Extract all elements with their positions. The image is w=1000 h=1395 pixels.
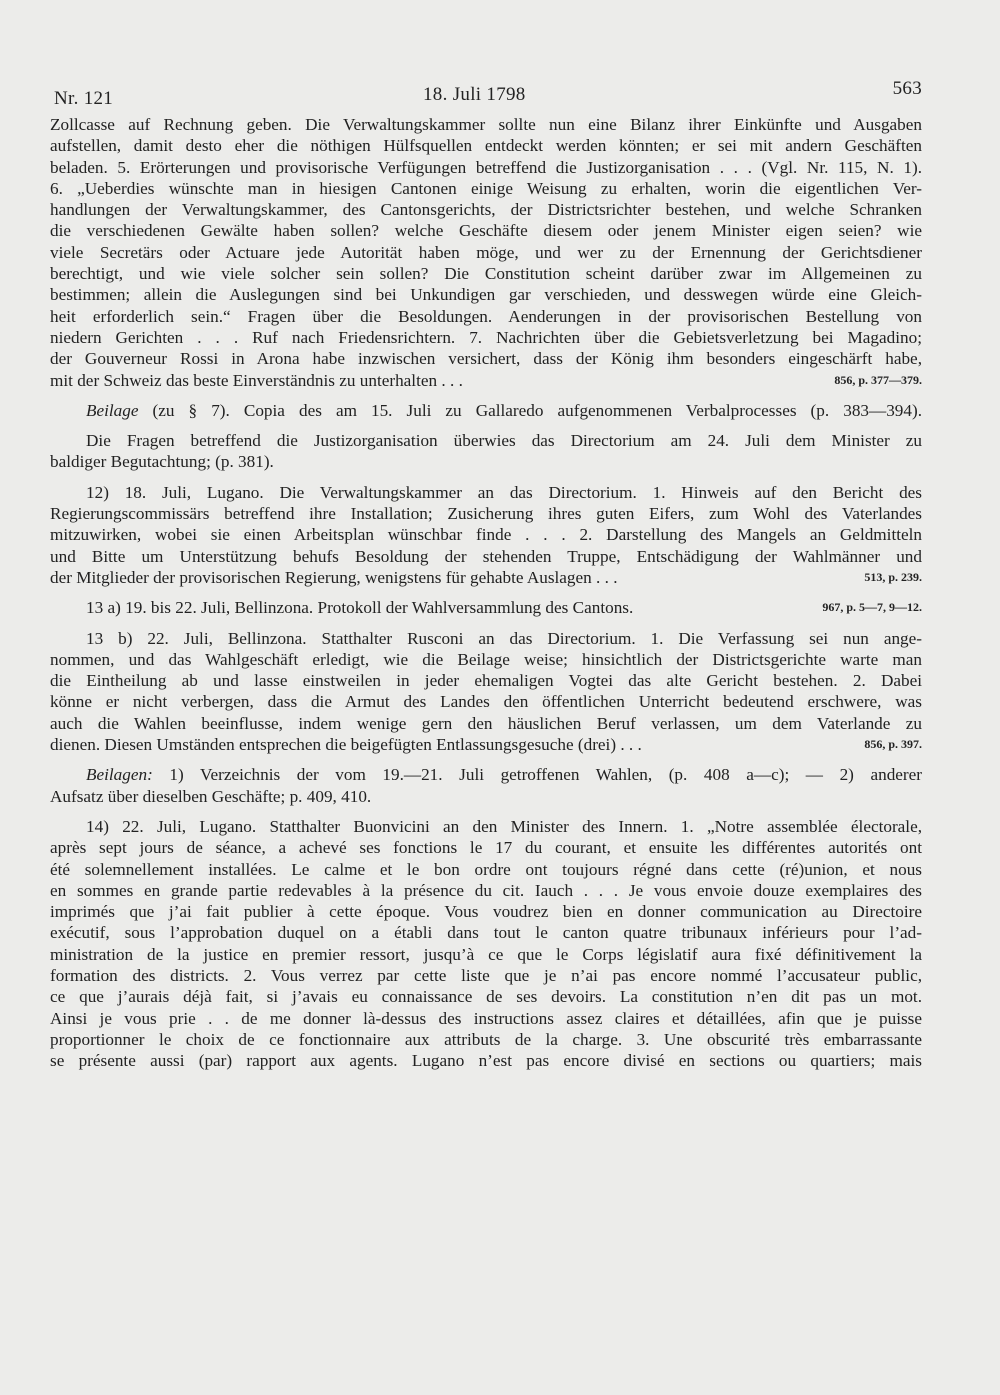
beilage-label: Beilagen: [86, 765, 153, 785]
text-line [50, 734, 922, 755]
page-number: 563 [892, 78, 922, 99]
text-line: die verschiedenen Gewälte haben sollen? welche Geschäfte diesem oder jenem Minister eigen seien? wie [50, 221, 922, 241]
text-line: Aufsatz über dieselben Geschäfte; p. 409, 410. [50, 786, 372, 806]
text-line [86, 400, 922, 421]
text-line: handlungen der Verwaltungskammer, des Cantonsgerichts, der Districtsrichter bestehen, und welche Schranken [50, 200, 922, 220]
text-line: Die Fragen betreffend die Justizorganisation überwies das Directorium am 24. Juli dem Minister zu [86, 431, 922, 451]
text-line: könne er nicht verbergen, dass die Armut des Landes den öffentlichen Unterricht bedeutend erschwere, was [50, 692, 922, 712]
text-line-content: 13 a) 19. bis 22. Juli, Bellinzona. Protokoll der Wahlversammlung des Cantons. [86, 598, 634, 618]
text-line: Ainsi je vous prie . . de me donner là-dessus des instructions assez claires et détaillées, afin que je puisse [50, 1008, 922, 1028]
paragraph [50, 482, 922, 588]
text-line: imprimés que j’ai fait publier à cette époque. Vous voudrez bien en donner communication au Directoire [50, 902, 922, 922]
text-line: nommen, und das Wahlgeschäft erledigt, wie die Beilage weise; hinsichtlich der Districtsgerichte warte man [50, 649, 922, 669]
text-line: der Gouverneur Rossi in Arona habe inzwischen versichert, dass der König ihm besonders eingeschärft habe, [50, 349, 922, 369]
page-header [54, 78, 922, 112]
archive-reference: 513, p. 239. [864, 569, 922, 584]
text-line: après sept jours de séance, a achevé ses fonctions le 17 du courant, et ensuite les différentes autorités ont [50, 838, 922, 858]
archive-reference: 856, p. 377—379. [834, 372, 922, 387]
header-date: 18. Juli 1798 [423, 84, 526, 105]
text-line-content: der Mitglieder der provisorischen Regierung, wenigstens für gehabte Auslagen . . . [50, 567, 618, 587]
paragraph [50, 764, 922, 807]
text-line [50, 567, 922, 588]
text-line: auch die Wahlen beeinflusse, indem wenige gern den häuslichen Beruf verlassen, um dem Vaterlande zu [50, 713, 922, 733]
paragraph [50, 400, 922, 421]
text-line: se présente aussi (par) rapport aux agents. Lugano n’est pas encore divisé en sections ou quartiers; mais [50, 1051, 922, 1071]
text-line: 13 b) 22. Juli, Bellinzona. Statthalter Rusconi an das Directorium. 1. Die Verfassung sei nun ange- [86, 628, 922, 648]
paragraph [50, 114, 922, 391]
text-line: proportionner le choix de ce fonctionnaire aux attributs de la charge. 3. Une obscurité très embarrassante [50, 1029, 922, 1049]
text-line: exécutif, sous l’approbation duquel on a établi dans tout le canton quatre tribunaux inférieurs pour l’ad- [50, 923, 922, 943]
beilage-label: Beilage [86, 400, 139, 420]
text-line: 14) 22. Juli, Lugano. Statthalter Buonvicini an den Minister des Innern. 1. „Notre assemblée électorale, [86, 816, 922, 836]
paragraph [50, 430, 922, 473]
text-line: und Bitte um Unterstützung behufs Besoldung der stehenden Truppe, Entschädigung der Wahlmänner und [50, 546, 922, 566]
archive-reference: 856, p. 397. [864, 737, 922, 752]
text-line: été solemnellement installées. Le calme et le bon ordre ont toujours régné dans cette (ré)union, et nous [50, 859, 922, 879]
text-line: 6. „Ueberdies wünschte man in hiesigen Cantonen einige Weisung zu erhalten, worin die eigentlichen Ver- [50, 178, 922, 198]
text-line: viele Secretärs oder Actuare jede Autorität haben möge, und wer zu der Ernennung der Gerichtsdiener [50, 242, 922, 262]
text-line: en sommes en grande partie redevables à la présence du cit. Iauch . . . Je vous envoie douze exemplaires des [50, 880, 922, 900]
text-line: ce que j’aurais déjà fait, si j’avais eu connaissance de ses devoirs. La constitution n’en dit pas un mot. [50, 987, 922, 1007]
text-line: ministration de la justice en premier ressort, jusqu’à ce que le Corps législatif aura fixé définitivement la [50, 944, 922, 964]
text-line: baldiger Begutachtung; (p. 381). [50, 452, 274, 472]
paragraph [50, 597, 922, 618]
text-line: formation des districts. 2. Vous verrez par cette liste que je n’ai pas encore nommé l’accusateur public, [50, 965, 922, 985]
text-line: aufstellen, damit desto eher die nöthigen Hülfsquellen entdeckt werden könnten; er sei mit andern Geschäften [50, 136, 922, 156]
text-line: 12) 18. Juli, Lugano. Die Verwaltungskammer an das Directorium. 1. Hinweis auf den Bericht des [86, 482, 922, 502]
text-line: Regierungscommissärs betreffend ihre Installation; Zusicherung ihres guten Eifers, zum Wohl des Vaterlandes [50, 504, 922, 524]
text-line: heit erforderlich sein.“ Fragen über die Besoldungen. Aenderungen in der provisorischen Bestellung von [50, 306, 922, 326]
text-line: die Eintheilung ab und lasse einstweilen in jeder ehemaligen Vogtei das alte Gericht bestehen. 2. Dabei [50, 671, 922, 691]
paragraph [50, 628, 922, 756]
document-number: Nr. 121 [54, 88, 114, 109]
text-line [50, 597, 922, 618]
page-body [50, 114, 922, 1071]
text-line: bestimmen; allein die Auslegungen sind bei Unkundigen gar verschieden, und desswegen würde eine Gleich- [50, 285, 922, 305]
text-line [50, 370, 922, 391]
text-line-content: mit der Schweiz das beste Einverständnis zu unterhalten . . . [50, 370, 463, 390]
text-line: beladen. 5. Erörterungen und provisorische Verfügungen betreffend die Justizorganisation . . . (Vgl. Nr. 115, N. 1). [50, 157, 922, 177]
text-line: mitzuwirken, wobei sie einen Arbeitsplan wünschbar finde . . . 2. Darstellung des Mangels an Geldmitteln [50, 525, 922, 545]
text-line: Zollcasse auf Rechnung geben. Die Verwaltungskammer sollte nun eine Bilanz ihrer Einkünfte und Ausgaben [50, 115, 922, 134]
paragraph [50, 816, 922, 1072]
text-line-content: dienen. Diesen Umständen entsprechen die beigefügten Entlassungsgesuche (drei) . . . [50, 735, 642, 755]
text-line-content: Beilage (zu § 7). Copia des am 15. Juli zu Gallaredo aufgenommenen Verbalprocesses (p. 383—394). [86, 400, 922, 420]
text-line: Beilagen: 1) Verzeichnis der vom 19.—21. Juli getroffenen Wahlen, (p. 408 a—c); — 2) anderer [86, 765, 922, 785]
text-line: niedern Gerichten . . . Ruf nach Friedensrichtern. 7. Nachrichten über die Gebietsverletzung bei Magadino; [50, 327, 922, 347]
archive-reference: 967, p. 5—7, 9—12. [822, 600, 922, 615]
text-line: berechtigt, und wie viele solcher sein sollen? Die Constitution scheint darüber zwar im Allgemeinen zu [50, 264, 922, 284]
